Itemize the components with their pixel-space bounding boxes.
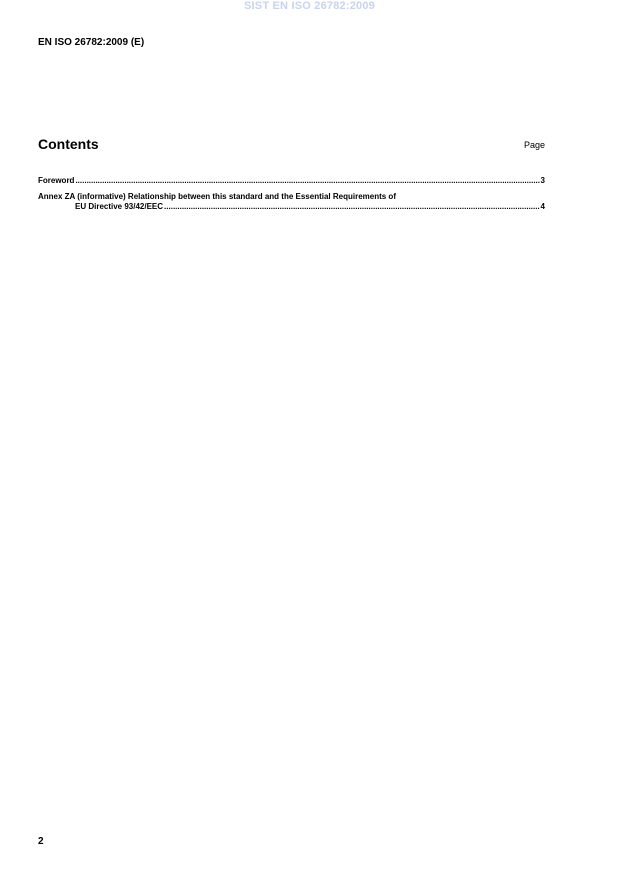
toc-entry-title: Foreword [38, 176, 75, 185]
document-id: EN ISO 26782:2009 (E) [38, 37, 145, 48]
toc-entry-title-continued: EU Directive 93/42/EEC [75, 202, 164, 211]
contents-heading: Contents [38, 136, 99, 152]
dot-leader [75, 176, 539, 186]
toc-entry-foreword[interactable] [38, 176, 545, 186]
toc-entry-page: 4 [540, 202, 545, 211]
page-column-label: Page [523, 140, 545, 150]
page-number: 2 [38, 836, 44, 847]
toc-entry-title: Annex ZA (informative) Relationship between this standard and the Essential Requirements of [38, 192, 396, 201]
dot-leader [164, 202, 540, 212]
table-of-contents [38, 176, 545, 218]
toc-entry-page: 3 [540, 176, 545, 185]
toc-entry-annex-za[interactable] [38, 192, 545, 212]
watermark: SIST EN ISO 26782:2009 [244, 0, 375, 12]
